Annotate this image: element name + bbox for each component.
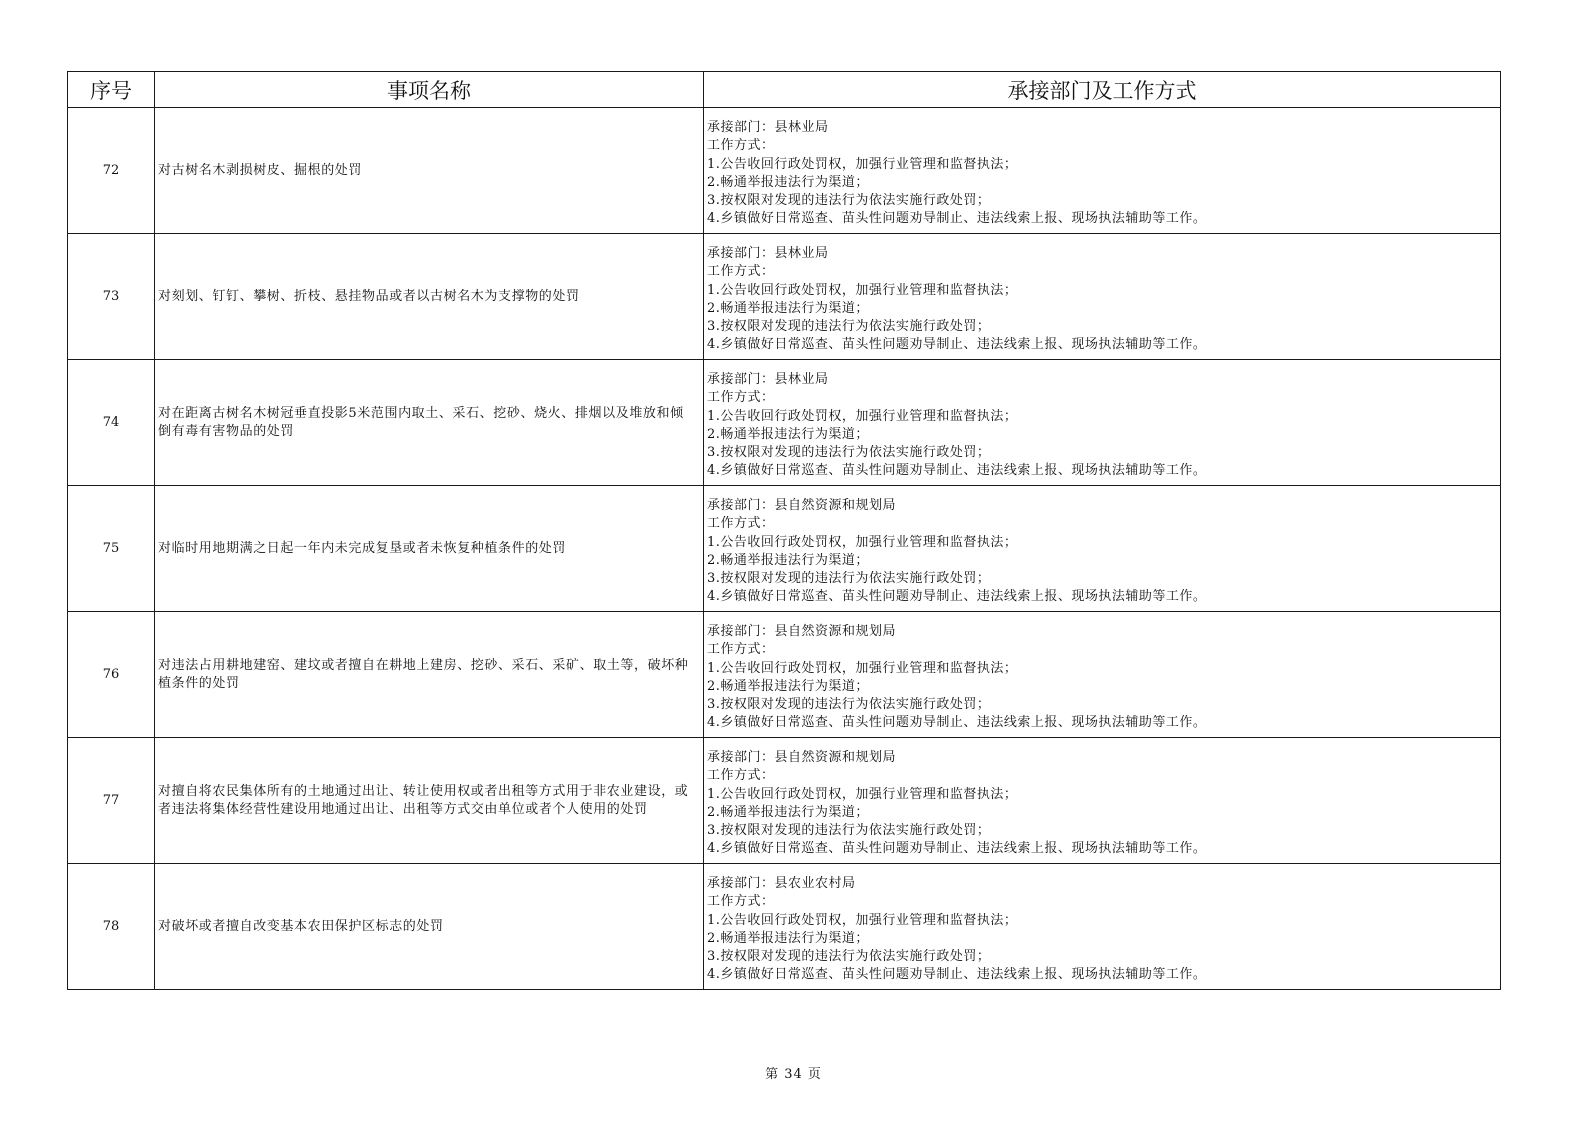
dept-line: 3.按权限对发现的违法行为依法实施行政处罚； [707, 319, 991, 335]
dept-line: 工作方式： [707, 390, 775, 406]
dept-line: 工作方式： [707, 264, 775, 280]
table-row [68, 486, 1501, 612]
row-item-name: 对破坏或者擅自改变基本农田保护区标志的处罚 [155, 864, 704, 990]
dept-line: 2.畅通举报违法行为渠道； [707, 930, 869, 946]
row-serial-number: 78 [68, 864, 155, 990]
table-row [68, 612, 1501, 738]
dept-line: 3.按权限对发现的违法行为依法实施行政处罚； [707, 949, 991, 965]
row-item-name: 对古树名木剥损树皮、掘根的处罚 [155, 108, 704, 234]
dept-line: 承接部门：县林业局 [707, 120, 829, 135]
dept-line: 工作方式： [707, 894, 775, 910]
dept-line: 3.按权限对发现的违法行为依法实施行政处罚； [707, 193, 991, 209]
dept-line: 4.乡镇做好日常巡查、苗头性问题劝导制止、违法线索上报、现场执法辅助等工作。 [707, 841, 1207, 857]
dept-line: 3.按权限对发现的违法行为依法实施行政处罚； [707, 571, 991, 587]
dept-line: 2.畅通举报违法行为渠道； [707, 174, 869, 190]
dept-line: 4.乡镇做好日常巡查、苗头性问题劝导制止、违法线索上报、现场执法辅助等工作。 [707, 715, 1207, 731]
dept-line: 1.公告收回行政处罚权，加强行业管理和监督执法； [707, 408, 1018, 424]
row-item-name: 对违法占用耕地建窑、建坟或者擅自在耕地上建房、挖砂、采石、采矿、取土等，破坏种植条件的处罚 [155, 612, 704, 738]
dept-line: 承接部门：县林业局 [707, 246, 829, 261]
table-row [68, 108, 1501, 234]
row-serial-number: 73 [68, 234, 155, 360]
dept-line: 3.按权限对发现的违法行为依法实施行政处罚； [707, 823, 991, 839]
dept-line: 1.公告收回行政处罚权，加强行业管理和监督执法； [707, 660, 1018, 676]
dept-line: 2.畅通举报违法行为渠道； [707, 300, 869, 316]
dept-line: 工作方式： [707, 642, 775, 658]
dept-line: 3.按权限对发现的违法行为依法实施行政处罚； [707, 697, 991, 713]
row-department-method [704, 738, 1501, 864]
table-body [68, 108, 1501, 990]
table-row [68, 234, 1501, 360]
row-serial-number: 74 [68, 360, 155, 486]
table-row [68, 360, 1501, 486]
table-header-row [68, 72, 1501, 108]
dept-line: 承接部门：县自然资源和规划局 [707, 498, 897, 513]
dept-line: 4.乡镇做好日常巡查、苗头性问题劝导制止、违法线索上报、现场执法辅助等工作。 [707, 337, 1207, 353]
table-row [68, 864, 1501, 990]
item-table [67, 71, 1501, 990]
dept-line: 4.乡镇做好日常巡查、苗头性问题劝导制止、违法线索上报、现场执法辅助等工作。 [707, 211, 1207, 227]
dept-line: 承接部门：县农业农村局 [707, 876, 856, 891]
row-department-method [704, 108, 1501, 234]
dept-line: 1.公告收回行政处罚权，加强行业管理和监督执法； [707, 156, 1018, 172]
row-item-name: 对在距离古树名木树冠垂直投影5米范围内取土、采石、挖砂、烧火、排烟以及堆放和倾倒有毒有害物品的处罚 [155, 360, 704, 486]
row-item-name: 对临时用地期满之日起一年内未完成复垦或者未恢复种植条件的处罚 [155, 486, 704, 612]
dept-line: 4.乡镇做好日常巡查、苗头性问题劝导制止、违法线索上报、现场执法辅助等工作。 [707, 967, 1207, 983]
dept-line: 1.公告收回行政处罚权，加强行业管理和监督执法； [707, 912, 1018, 928]
dept-line: 工作方式： [707, 138, 775, 154]
row-item-name: 对刻划、钉钉、攀树、折枝、悬挂物品或者以古树名木为支撑物的处罚 [155, 234, 704, 360]
table-row [68, 738, 1501, 864]
dept-line: 承接部门：县自然资源和规划局 [707, 750, 897, 765]
header-item-name: 事项名称 [155, 72, 704, 108]
dept-line: 工作方式： [707, 768, 775, 784]
dept-line: 2.畅通举报违法行为渠道； [707, 804, 869, 820]
dept-line: 1.公告收回行政处罚权，加强行业管理和监督执法； [707, 786, 1018, 802]
dept-line: 3.按权限对发现的违法行为依法实施行政处罚； [707, 445, 991, 461]
row-department-method [704, 612, 1501, 738]
header-serial-number: 序号 [68, 72, 155, 108]
dept-line: 工作方式： [707, 516, 775, 532]
dept-line: 4.乡镇做好日常巡查、苗头性问题劝导制止、违法线索上报、现场执法辅助等工作。 [707, 589, 1207, 605]
page-number: 第 34 页 [765, 1067, 822, 1082]
header-department-method: 承接部门及工作方式 [704, 72, 1501, 108]
row-item-name: 对擅自将农民集体所有的土地通过出让、转让使用权或者出租等方式用于非农业建设，或者违法将集体经营性建设用地通过出让、出租等方式交由单位或者个人使用的处罚 [155, 738, 704, 864]
row-serial-number: 72 [68, 108, 155, 234]
dept-line: 1.公告收回行政处罚权，加强行业管理和监督执法； [707, 534, 1018, 550]
dept-line: 2.畅通举报违法行为渠道； [707, 678, 869, 694]
row-department-method [704, 234, 1501, 360]
row-serial-number: 77 [68, 738, 155, 864]
row-serial-number: 75 [68, 486, 155, 612]
dept-line: 承接部门：县自然资源和规划局 [707, 624, 897, 639]
row-serial-number: 76 [68, 612, 155, 738]
dept-line: 4.乡镇做好日常巡查、苗头性问题劝导制止、违法线索上报、现场执法辅助等工作。 [707, 463, 1207, 479]
dept-line: 1.公告收回行政处罚权，加强行业管理和监督执法； [707, 282, 1018, 298]
dept-line: 2.畅通举报违法行为渠道； [707, 426, 869, 442]
row-department-method [704, 486, 1501, 612]
dept-line: 承接部门：县林业局 [707, 372, 829, 387]
dept-line: 2.畅通举报违法行为渠道； [707, 552, 869, 568]
row-department-method [704, 864, 1501, 990]
row-department-method [704, 360, 1501, 486]
